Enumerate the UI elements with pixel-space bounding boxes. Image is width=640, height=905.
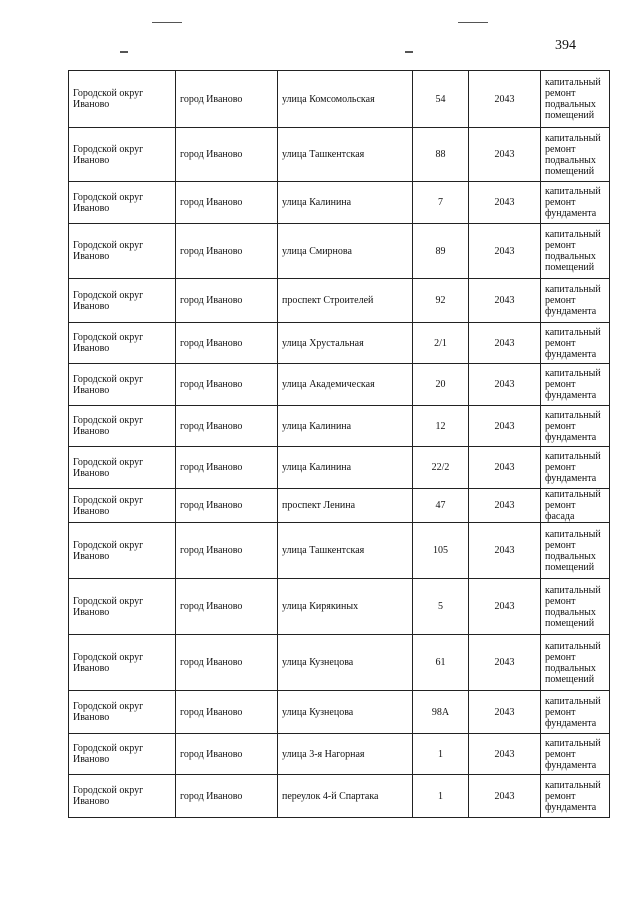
year-cell: 2043 [469,734,541,775]
year-cell: 2043 [469,489,541,523]
scan-mark [152,22,182,23]
year-cell: 2043 [469,691,541,734]
house-number-cell: 12 [413,406,469,447]
year-cell: 2043 [469,279,541,323]
district-cell: Городской округ Иваново [69,691,176,734]
work-type-cell: капитальный ремонт фундамента [541,447,610,489]
district-cell: Городской округ Иваново [69,635,176,691]
city-cell: город Иваново [176,734,278,775]
street-cell: улица Смирнова [278,224,413,279]
table-row [69,523,610,579]
house-number-cell: 20 [413,364,469,406]
street-cell: улица Калинина [278,182,413,224]
house-number-cell: 89 [413,224,469,279]
year-cell: 2043 [469,775,541,818]
page-number: 394 [555,38,576,53]
table-row [69,734,610,775]
work-type-cell: капитальный ремонт подвальных помещений [541,635,610,691]
street-cell: проспект Строителей [278,279,413,323]
year-cell: 2043 [469,323,541,364]
house-number-cell: 98А [413,691,469,734]
city-cell: город Иваново [176,323,278,364]
street-cell: улица Комсомольская [278,71,413,128]
table-row [69,579,610,635]
house-number-cell: 22/2 [413,447,469,489]
scan-mark [120,51,128,53]
house-number-cell: 88 [413,128,469,182]
city-cell: город Иваново [176,224,278,279]
year-cell: 2043 [469,579,541,635]
house-number-cell: 1 [413,775,469,818]
table-row [69,279,610,323]
work-type-cell: капитальный ремонт фундамента [541,734,610,775]
table-row [69,489,610,523]
work-type-cell: капитальный ремонт подвальных помещений [541,128,610,182]
city-cell: город Иваново [176,71,278,128]
house-number-cell: 47 [413,489,469,523]
district-cell: Городской округ Иваново [69,71,176,128]
work-type-cell: капитальный ремонт подвальных помещений [541,71,610,128]
city-cell: город Иваново [176,635,278,691]
work-type-cell: капитальный ремонт подвальных помещений [541,224,610,279]
district-cell: Городской округ Иваново [69,489,176,523]
house-number-cell: 5 [413,579,469,635]
house-number-cell: 7 [413,182,469,224]
table-body [69,71,610,818]
street-cell: улица Академическая [278,364,413,406]
table-row [69,182,610,224]
district-cell: Городской округ Иваново [69,523,176,579]
street-cell: улица Калинина [278,447,413,489]
city-cell: город Иваново [176,489,278,523]
district-cell: Городской округ Иваново [69,447,176,489]
year-cell: 2043 [469,364,541,406]
street-cell: улица Кузнецова [278,691,413,734]
year-cell: 2043 [469,128,541,182]
year-cell: 2043 [469,406,541,447]
city-cell: город Иваново [176,128,278,182]
table-row [69,775,610,818]
house-number-cell: 61 [413,635,469,691]
year-cell: 2043 [469,182,541,224]
district-cell: Городской округ Иваново [69,182,176,224]
district-cell: Городской округ Иваново [69,128,176,182]
table-row [69,447,610,489]
work-type-cell: капитальный ремонт фундамента [541,279,610,323]
district-cell: Городской округ Иваново [69,323,176,364]
street-cell: улица Хрустальная [278,323,413,364]
city-cell: город Иваново [176,447,278,489]
street-cell: улица Ташкентская [278,523,413,579]
year-cell: 2043 [469,71,541,128]
district-cell: Городской округ Иваново [69,224,176,279]
district-cell: Городской округ Иваново [69,406,176,447]
table-row [69,691,610,734]
work-type-cell: капитальный ремонт фундамента [541,775,610,818]
work-type-cell: капитальный ремонт фундамента [541,182,610,224]
street-cell: улица Кузнецова [278,635,413,691]
house-number-cell: 105 [413,523,469,579]
street-cell: улица Калинина [278,406,413,447]
street-cell: проспект Ленина [278,489,413,523]
house-number-cell: 54 [413,71,469,128]
table-row [69,364,610,406]
district-cell: Городской округ Иваново [69,775,176,818]
district-cell: Городской округ Иваново [69,364,176,406]
year-cell: 2043 [469,447,541,489]
table-row [69,635,610,691]
year-cell: 2043 [469,635,541,691]
district-cell: Городской округ Иваново [69,734,176,775]
house-number-cell: 92 [413,279,469,323]
table-row [69,323,610,364]
street-cell: улица 3-я Нагорная [278,734,413,775]
city-cell: город Иваново [176,691,278,734]
city-cell: город Иваново [176,579,278,635]
scan-mark [405,51,413,53]
work-type-cell: капитальный ремонт подвальных помещений [541,579,610,635]
work-type-cell: капитальный ремонт фундамента [541,406,610,447]
city-cell: город Иваново [176,775,278,818]
scan-mark [458,22,488,23]
year-cell: 2043 [469,224,541,279]
repair-schedule-table [68,70,610,818]
table-row [69,71,610,128]
work-type-cell: капитальный ремонт фундамента [541,691,610,734]
city-cell: город Иваново [176,279,278,323]
work-type-cell: капитальный ремонт подвальных помещений [541,523,610,579]
table-row [69,128,610,182]
year-cell: 2043 [469,523,541,579]
work-type-cell: капитальный ремонт фундамента [541,364,610,406]
house-number-cell: 1 [413,734,469,775]
district-cell: Городской округ Иваново [69,579,176,635]
street-cell: улица Кирякиных [278,579,413,635]
district-cell: Городской округ Иваново [69,279,176,323]
work-type-cell: капитальный ремонт фасада [541,489,610,523]
city-cell: город Иваново [176,523,278,579]
table-row [69,224,610,279]
city-cell: город Иваново [176,406,278,447]
work-type-cell: капитальный ремонт фундамента [541,323,610,364]
house-number-cell: 2/1 [413,323,469,364]
city-cell: город Иваново [176,182,278,224]
table-row [69,406,610,447]
city-cell: город Иваново [176,364,278,406]
street-cell: улица Ташкентская [278,128,413,182]
street-cell: переулок 4-й Спартака [278,775,413,818]
